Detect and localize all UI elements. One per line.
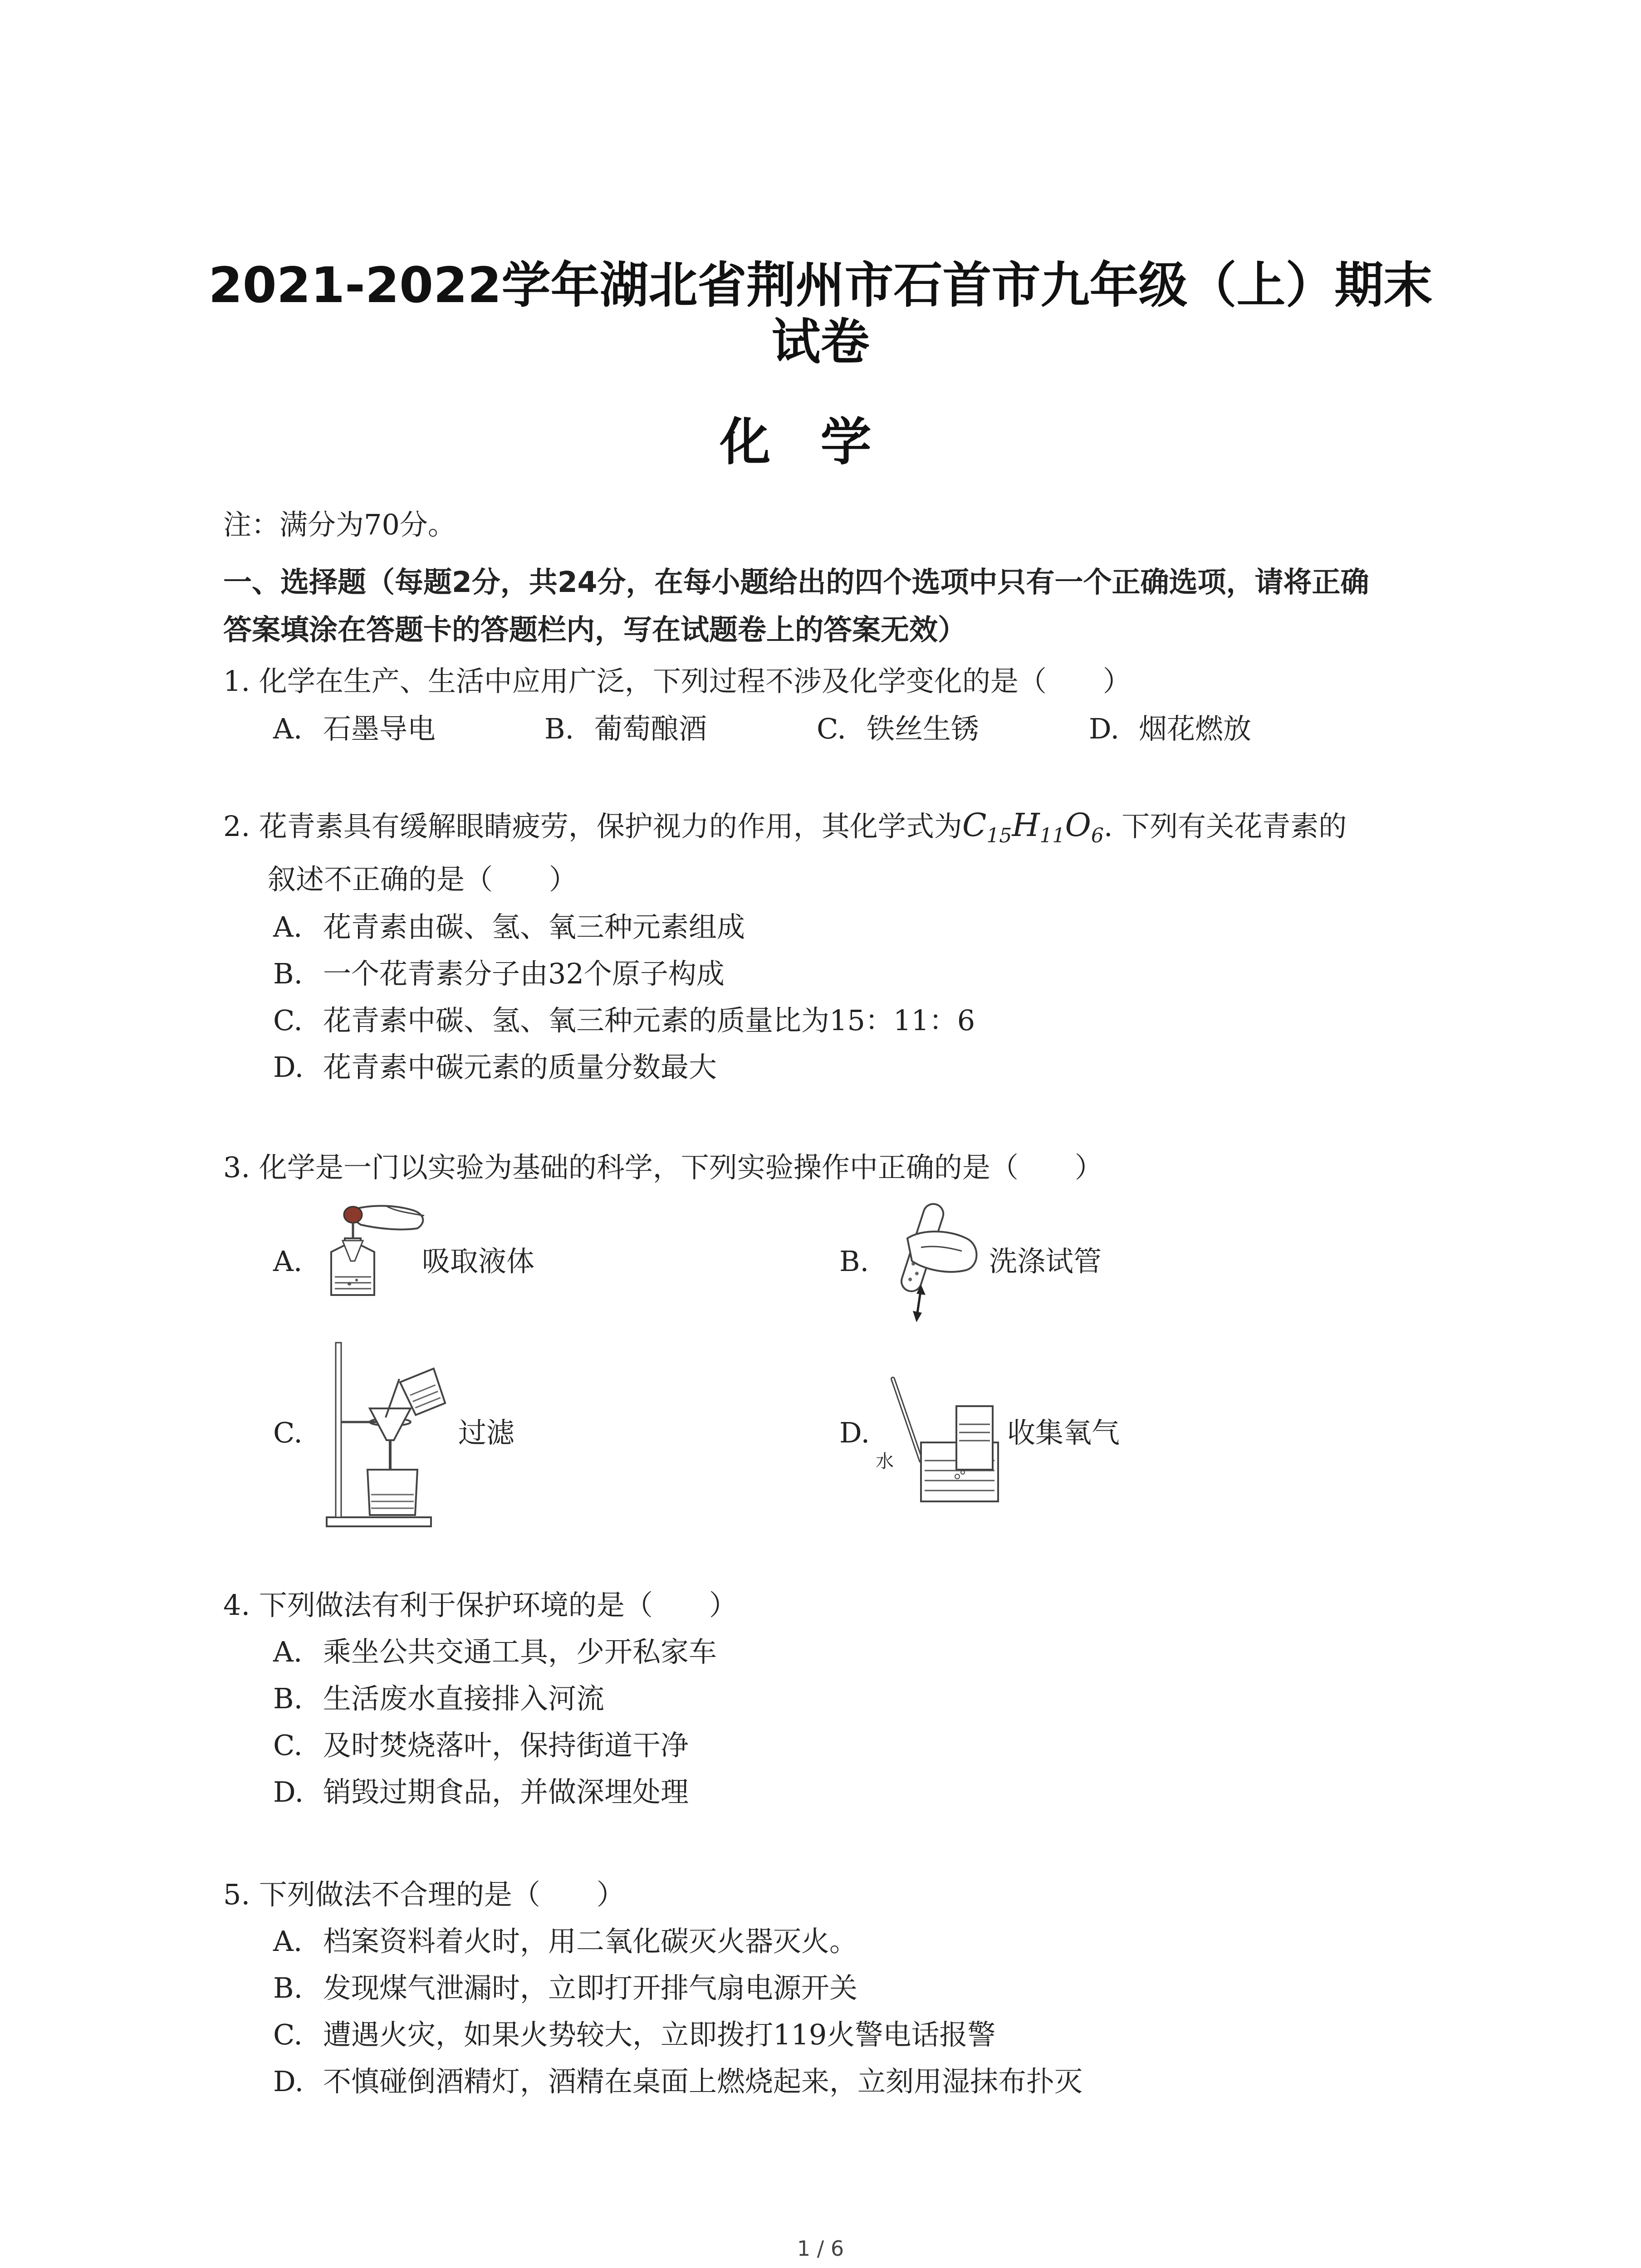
question-5-stem: 5. 下列做法不合理的是（ ） <box>223 1878 625 1911</box>
option-letter: A. <box>273 1635 303 1668</box>
exam-title-line2: 试卷 <box>771 314 870 371</box>
option-letter: A. <box>273 910 303 943</box>
option-letter: A. <box>273 1925 303 1958</box>
question-2-stem-line2: 叙述不正确的是（ ） <box>268 863 578 896</box>
option-text: 档案资料着火时，用二氧化碳灭火器灭火。 <box>323 1925 858 1958</box>
question-4-option-a <box>273 1634 717 1670</box>
option-letter: B. <box>273 957 303 990</box>
option-text: 乘坐公共交通工具，少开私家车 <box>323 1635 717 1668</box>
score-note: 注：满分为70分。 <box>223 508 456 541</box>
exam-subject: 化学 <box>720 413 921 472</box>
section1-heading-line1: 一、选择题（每题2分，共24分，在每小题给出的四个选项中只有一个正确选项，请将正确 <box>223 566 1369 599</box>
option-text: 销毁过期食品，并做深埋处理 <box>323 1775 689 1809</box>
question-2-option-d <box>273 1050 717 1085</box>
option-letter: B. <box>544 712 574 745</box>
question-4-option-d <box>273 1774 689 1810</box>
question-3-stem: 3. 化学是一门以实验为基础的科学，下列实验操作中正确的是（ ） <box>223 1151 1103 1184</box>
option-text: 花青素中碳、氢、氧三种元素的质量比为15：11：6 <box>323 1004 975 1037</box>
question-1-option-c <box>817 711 979 747</box>
option-letter: C. <box>817 712 846 745</box>
question-5-option-d <box>273 2064 1083 2099</box>
question-2-option-b <box>273 956 725 992</box>
question-2-stem-before: 2. 花青素具有缓解眼睛疲劳，保护视力的作用，其化学式为 <box>223 810 962 843</box>
question-1-option-b <box>544 711 707 747</box>
option-text: 遭遇火灾，如果火势较大，立即拨打119火警电话报警 <box>323 2018 996 2051</box>
option-letter: C. <box>273 1729 303 1762</box>
question-5-option-c <box>273 2017 995 2053</box>
question-3-option-c-text: 过滤 <box>458 1416 515 1449</box>
question-3-option-a-text: 吸取液体 <box>422 1245 535 1278</box>
question-5-option-b <box>273 1970 857 2006</box>
option-text: 葡萄酿酒 <box>594 712 707 745</box>
chemical-formula: $C_{15}H_{11}O_6$ <box>962 807 1104 847</box>
question-2-stem <box>223 807 1347 854</box>
question-2-stem-after: . 下列有关花青素的 <box>1103 810 1347 843</box>
question-3-option-d-text: 收集氧气 <box>1007 1416 1120 1449</box>
question-5-option-a <box>273 1924 857 1959</box>
option-letter: A. <box>273 712 303 745</box>
question-3-option-d-letter: D. <box>839 1416 870 1449</box>
option-text: 不慎碰倒酒精灯，酒精在桌面上燃烧起来，立刻用湿抹布扑灭 <box>323 2065 1083 2098</box>
option-letter: D. <box>273 1775 304 1809</box>
test-tube-washing-figure <box>889 1198 994 1325</box>
option-letter: D. <box>1089 712 1120 745</box>
question-1-option-d <box>1089 711 1251 747</box>
question-2-option-a <box>273 909 745 945</box>
option-letter: B. <box>273 1971 303 2004</box>
question-3-option-b-letter: B. <box>839 1245 869 1278</box>
option-letter: D. <box>273 1051 304 1084</box>
option-text: 花青素由碳、氢、氧三种元素组成 <box>323 910 745 943</box>
question-3-option-b-text: 洗涤试管 <box>989 1245 1102 1278</box>
dropper-bottle-figure <box>318 1202 431 1297</box>
exam-title-line1: 2021-2022学年湖北省荆州市石首市九年级（上）期末 <box>208 257 1433 314</box>
option-text: 铁丝生锈 <box>867 712 980 745</box>
water-label: 水 <box>876 1451 894 1472</box>
option-text: 一个花青素分子由32个原子构成 <box>323 957 725 990</box>
question-4-option-c <box>273 1728 689 1763</box>
question-2-option-c <box>273 1003 975 1038</box>
question-1-option-a <box>273 711 436 747</box>
page-number: 1 / 6 <box>797 2236 844 2261</box>
option-text: 生活废水直接排入河流 <box>323 1682 605 1715</box>
question-3-option-c-letter: C. <box>273 1416 303 1449</box>
gas-collection-figure <box>885 1370 1003 1506</box>
option-letter: C. <box>273 1004 303 1037</box>
option-letter: C. <box>273 2018 303 2051</box>
question-1-stem: 1. 化学在生产、生活中应用广泛，下列过程不涉及化学变化的是（ ） <box>223 665 1131 698</box>
question-4-stem: 4. 下列做法有利于保护环境的是（ ） <box>223 1589 737 1622</box>
option-text: 烟花燃放 <box>1139 712 1252 745</box>
question-4-option-b <box>273 1681 604 1716</box>
option-letter: D. <box>273 2065 304 2098</box>
filtration-apparatus-figure <box>318 1338 454 1529</box>
option-text: 及时焚烧落叶，保持街道干净 <box>323 1729 689 1762</box>
option-text: 石墨导电 <box>323 712 436 745</box>
option-text: 发现煤气泄漏时，立即打开排气扇电源开关 <box>323 1971 858 2004</box>
question-3-option-a-letter: A. <box>273 1245 303 1278</box>
section1-heading-line2: 答案填涂在答题卡的答题栏内，写在试题卷上的答案无效） <box>223 613 966 646</box>
option-letter: B. <box>273 1682 303 1715</box>
option-text: 花青素中碳元素的质量分数最大 <box>323 1051 717 1084</box>
